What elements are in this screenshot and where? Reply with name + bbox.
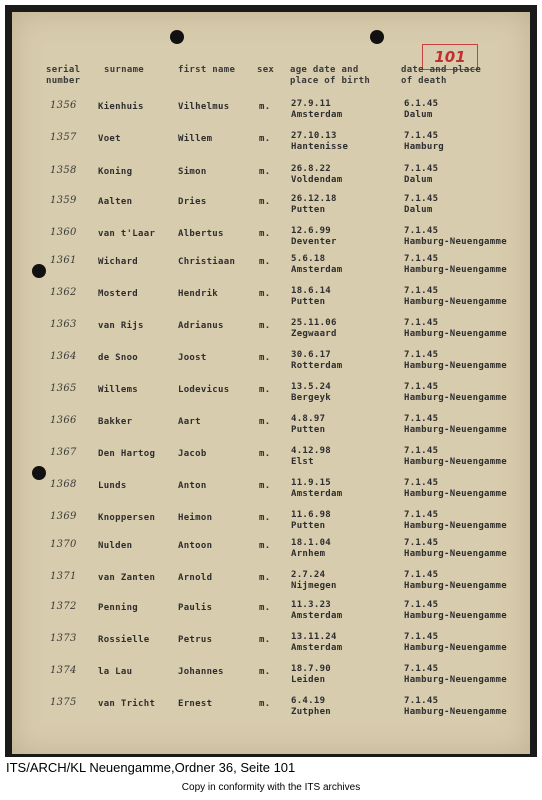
birth-date: 25.11.06	[291, 318, 337, 328]
birth-place: Leiden	[291, 675, 326, 685]
birth-place: Nijmegen	[291, 581, 337, 591]
serial-number: 1359	[50, 195, 77, 206]
sex: m.	[259, 417, 271, 427]
birth-place: Voldendam	[291, 175, 343, 185]
death-place: Hamburg-Neuengamme	[404, 393, 507, 403]
first-name: Jacob	[178, 449, 207, 459]
serial-number: 1360	[50, 227, 77, 238]
table-row	[12, 570, 530, 602]
death-place: Hamburg-Neuengamme	[404, 549, 507, 559]
punch-hole	[370, 30, 384, 44]
first-name: Lodevicus	[178, 385, 230, 395]
death-date: 7.1.45	[404, 286, 439, 296]
serial-number: 1358	[50, 165, 77, 176]
sex: m.	[259, 197, 271, 207]
death-date: 7.1.45	[404, 131, 439, 141]
surname: de Snoo	[98, 353, 139, 363]
death-place: Hamburg-Neuengamme	[404, 297, 507, 307]
death-date: 7.1.45	[404, 696, 439, 706]
death-date: 7.1.45	[404, 318, 439, 328]
table-row	[12, 254, 530, 286]
death-place: Hamburg-Neuengamme	[404, 675, 507, 685]
surname: Den Hartog	[98, 449, 156, 459]
death-date: 7.1.45	[404, 570, 439, 580]
death-place: Hamburg-Neuengamme	[404, 457, 507, 467]
birth-place: Putten	[291, 297, 326, 307]
first-name: Christiaan	[178, 257, 236, 267]
surname: van Tricht	[98, 699, 156, 709]
table-row	[12, 164, 530, 196]
conformity-note: Copy in conformity with the ITS archives	[181, 782, 361, 793]
first-name: Petrus	[178, 635, 213, 645]
first-name: Dries	[178, 197, 207, 207]
birth-place: Arnhem	[291, 549, 326, 559]
death-date: 7.1.45	[404, 164, 439, 174]
first-name: Heimon	[178, 513, 213, 523]
sex: m.	[259, 573, 271, 583]
serial-number: 1356	[50, 100, 77, 111]
surname: Willems	[98, 385, 139, 395]
serial-number: 1375	[50, 697, 77, 708]
sex: m.	[259, 481, 271, 491]
serial-number: 1371	[50, 571, 77, 582]
death-place: Dalum	[404, 205, 433, 215]
table-row	[12, 632, 530, 664]
serial-number: 1365	[50, 383, 77, 394]
birth-place: Deventer	[291, 237, 337, 247]
death-place: Hamburg-Neuengamme	[404, 611, 507, 621]
death-place: Hamburg	[404, 142, 445, 152]
death-date: 7.1.45	[404, 664, 439, 674]
birth-date: 27.10.13	[291, 131, 337, 141]
birth-place: Amsterdam	[291, 611, 343, 621]
death-date: 7.1.45	[404, 478, 439, 488]
birth-date: 18.6.14	[291, 286, 332, 296]
death-place: Hamburg-Neuengamme	[404, 361, 507, 371]
serial-number: 1373	[50, 633, 77, 644]
surname: Bakker	[98, 417, 133, 427]
birth-date: 26.8.22	[291, 164, 332, 174]
surname: Koning	[98, 167, 133, 177]
birth-place: Amsterdam	[291, 110, 343, 120]
serial-number: 1367	[50, 447, 77, 458]
serial-number: 1372	[50, 601, 77, 612]
table-row	[12, 478, 530, 510]
header-sex: sex	[257, 65, 275, 75]
death-date: 7.1.45	[404, 446, 439, 456]
sex: m.	[259, 513, 271, 523]
first-name: Anton	[178, 481, 207, 491]
surname: Aalten	[98, 197, 133, 207]
birth-date: 11.9.15	[291, 478, 332, 488]
surname: van Rijs	[98, 321, 144, 331]
serial-number: 1357	[50, 132, 77, 143]
serial-number: 1374	[50, 665, 77, 676]
table-row	[12, 194, 530, 226]
surname: Rossielle	[98, 635, 150, 645]
serial-number: 1364	[50, 351, 77, 362]
sex: m.	[259, 667, 271, 677]
birth-date: 4.8.97	[291, 414, 326, 424]
header-birth: age date and place of birth	[290, 65, 371, 86]
death-place: Hamburg-Neuengamme	[404, 265, 507, 275]
birth-place: Bergeyk	[291, 393, 332, 403]
birth-place: Putten	[291, 205, 326, 215]
birth-date: 12.6.99	[291, 226, 332, 236]
serial-number: 1368	[50, 479, 77, 490]
first-name: Joost	[178, 353, 207, 363]
death-date: 7.1.45	[404, 350, 439, 360]
sex: m.	[259, 603, 271, 613]
serial-number: 1366	[50, 415, 77, 426]
birth-place: Putten	[291, 425, 326, 435]
birth-place: Amsterdam	[291, 489, 343, 499]
first-name: Antoon	[178, 541, 213, 551]
table-row	[12, 131, 530, 163]
death-place: Hamburg-Neuengamme	[404, 707, 507, 717]
table-row	[12, 99, 530, 131]
birth-place: Amsterdam	[291, 265, 343, 275]
birth-place: Rotterdam	[291, 361, 343, 371]
death-place: Dalum	[404, 110, 433, 120]
birth-date: 11.3.23	[291, 600, 332, 610]
serial-number: 1369	[50, 511, 77, 522]
table-row	[12, 350, 530, 382]
death-date: 7.1.45	[404, 600, 439, 610]
death-date: 7.1.45	[404, 510, 439, 520]
death-place: Hamburg-Neuengamme	[404, 643, 507, 653]
first-name: Willem	[178, 134, 213, 144]
death-place: Hamburg-Neuengamme	[404, 581, 507, 591]
sex: m.	[259, 102, 271, 112]
death-date: 6.1.45	[404, 99, 439, 109]
surname: Lunds	[98, 481, 127, 491]
death-place: Hamburg-Neuengamme	[404, 425, 507, 435]
table-row	[12, 414, 530, 446]
death-date: 7.1.45	[404, 538, 439, 548]
death-place: Hamburg-Neuengamme	[404, 521, 507, 531]
birth-date: 27.9.11	[291, 99, 332, 109]
first-name: Vilhelmus	[178, 102, 230, 112]
surname: la Lau	[98, 667, 133, 677]
table-row	[12, 600, 530, 632]
birth-place: Elst	[291, 457, 314, 467]
table-row	[12, 664, 530, 696]
birth-date: 11.6.98	[291, 510, 332, 520]
birth-date: 13.5.24	[291, 382, 332, 392]
birth-place: Hantenisse	[291, 142, 349, 152]
sex: m.	[259, 229, 271, 239]
sex: m.	[259, 541, 271, 551]
sex: m.	[259, 289, 271, 299]
sex: m.	[259, 257, 271, 267]
birth-date: 30.6.17	[291, 350, 332, 360]
death-date: 7.1.45	[404, 194, 439, 204]
header-first-name: first name	[178, 65, 236, 75]
sex: m.	[259, 167, 271, 177]
first-name: Arnold	[178, 573, 213, 583]
birth-date: 2.7.24	[291, 570, 326, 580]
birth-place: Zutphen	[291, 707, 332, 717]
punch-hole	[170, 30, 184, 44]
birth-date: 5.6.18	[291, 254, 326, 264]
surname: van t'Laar	[98, 229, 156, 239]
sex: m.	[259, 635, 271, 645]
header-serial-number: serial number	[46, 65, 81, 86]
table-row	[12, 382, 530, 414]
first-name: Ernest	[178, 699, 213, 709]
surname: Penning	[98, 603, 139, 613]
surname: Voet	[98, 134, 121, 144]
sex: m.	[259, 321, 271, 331]
first-name: Albertus	[178, 229, 224, 239]
table-row	[12, 318, 530, 350]
birth-date: 13.11.24	[291, 632, 337, 642]
handwritten-page-number: 101	[422, 44, 478, 70]
sex: m.	[259, 385, 271, 395]
document-page	[12, 12, 530, 754]
birth-date: 18.1.04	[291, 538, 332, 548]
sex: m.	[259, 449, 271, 459]
death-date: 7.1.45	[404, 382, 439, 392]
sex: m.	[259, 699, 271, 709]
archive-reference: ITS/ARCH/KL Neuengamme,Ordner 36, Seite 101	[6, 760, 296, 775]
serial-number: 1363	[50, 319, 77, 330]
birth-date: 26.12.18	[291, 194, 337, 204]
birth-date: 4.12.98	[291, 446, 332, 456]
first-name: Johannes	[178, 667, 224, 677]
sex: m.	[259, 353, 271, 363]
header-surname: surname	[104, 65, 145, 75]
surname: Nulden	[98, 541, 133, 551]
sex: m.	[259, 134, 271, 144]
birth-place: Putten	[291, 521, 326, 531]
death-place: Dalum	[404, 175, 433, 185]
death-place: Hamburg-Neuengamme	[404, 329, 507, 339]
surname: van Zanten	[98, 573, 156, 583]
serial-number: 1362	[50, 287, 77, 298]
first-name: Paulis	[178, 603, 213, 613]
serial-number: 1361	[50, 255, 77, 266]
table-row	[12, 696, 530, 728]
serial-number: 1370	[50, 539, 77, 550]
surname: Wichard	[98, 257, 139, 267]
header-death: date and place of death	[401, 65, 482, 86]
surname: Mosterd	[98, 289, 139, 299]
death-place: Hamburg-Neuengamme	[404, 489, 507, 499]
death-date: 7.1.45	[404, 414, 439, 424]
first-name: Simon	[178, 167, 207, 177]
first-name: Hendrik	[178, 289, 219, 299]
death-date: 7.1.45	[404, 632, 439, 642]
table-row	[12, 538, 530, 570]
table-row	[12, 446, 530, 478]
table-row	[12, 286, 530, 318]
death-date: 7.1.45	[404, 254, 439, 264]
birth-place: Amsterdam	[291, 643, 343, 653]
first-name: Adrianus	[178, 321, 224, 331]
birth-date: 18.7.90	[291, 664, 332, 674]
surname: Knoppersen	[98, 513, 156, 523]
death-date: 7.1.45	[404, 226, 439, 236]
birth-place: Zegwaard	[291, 329, 337, 339]
birth-date: 6.4.19	[291, 696, 326, 706]
surname: Kienhuis	[98, 102, 144, 112]
first-name: Aart	[178, 417, 201, 427]
death-place: Hamburg-Neuengamme	[404, 237, 507, 247]
